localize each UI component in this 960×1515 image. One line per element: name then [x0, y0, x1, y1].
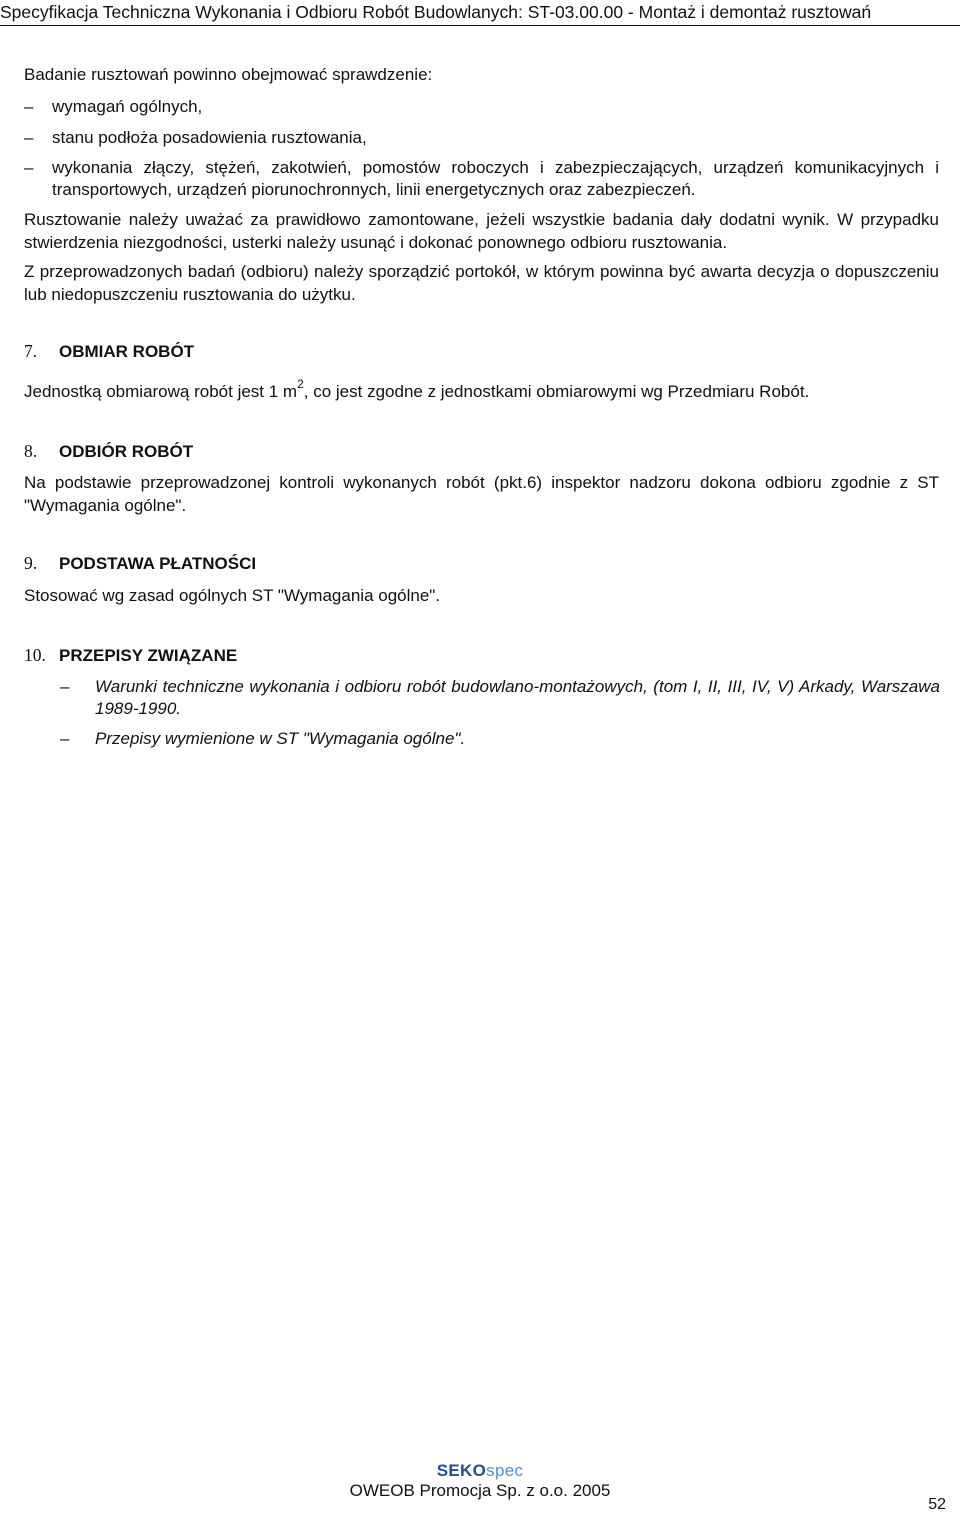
section-number: 8. [24, 441, 38, 461]
section-8-text: Na podstawie przeprowadzonej kontroli wykonanych robót (pkt.6) inspektor nadzoru dokona odbioru zgodnie z ST "Wymagania ogólne". [24, 473, 939, 515]
regulation-item-2 [60, 728, 940, 750]
section-title: PODSTAWA PŁATNOŚCI [59, 554, 257, 573]
list-dash: – [60, 729, 70, 748]
section-9-text: Stosować wg zasad ogólnych ST "Wymagania ogólne". [24, 586, 441, 605]
section-number: 10. [24, 645, 46, 665]
footer-company: OWEOB Promocja Sp. z o.o. 2005 [349, 1481, 611, 1500]
regulation-text: Warunki techniczne wykonania i odbioru robót budowlano-montażowych, (tom I, II, III, IV, V) Arkady, Warszawa 1989-1990. [95, 677, 940, 718]
unit-text: Jednostką obmiarową robót jest 1 m [24, 382, 298, 401]
brand-logo [0, 1460, 960, 1481]
brand-part-2: spec [486, 1461, 524, 1480]
section-number: 7. [24, 341, 38, 361]
page-number: 52 [928, 1496, 946, 1513]
section-10-heading [24, 645, 939, 667]
paragraph-protocol: Z przeprowadzonych badań (odbioru) należy sporządzić portokół, w którym powinna być awarta decyzja o dopuszczeniu lub niedopuszczeniu rusztowania do użytku. [24, 262, 939, 304]
check-item-3 [24, 157, 939, 201]
section-title: ODBIÓR ROBÓT [59, 442, 194, 461]
regulation-text: Przepisy wymienione w ST "Wymagania ogólne". [95, 729, 466, 748]
regulation-item-1 [60, 676, 940, 722]
section-8-heading [24, 441, 939, 463]
superscript: 2 [297, 377, 304, 391]
section-7-text [24, 377, 939, 404]
check-item-2 [24, 127, 939, 149]
unit-text-after: , co jest zgodne z jednostkami obmiarowymi wg Przedmiaru Robót. [303, 382, 810, 401]
list-dash: – [60, 677, 70, 696]
section-7-heading [24, 341, 939, 363]
header-rule [0, 25, 960, 26]
running-header: Specyfikacja Techniczna Wykonania i Odbioru Robót Budowlanych: ST-03.00.00 - Montaż i demontaż rusztowań [0, 2, 872, 22]
check-item-text: wymagań ogólnych, [52, 97, 203, 116]
paragraph-acceptance: Rusztowanie należy uważać za prawidłowo zamontowane, jeżeli wszystkie badania dały dodatni wynik. W przypadku stwierdzenia niezgodności, usterki należy usunąć i dokonać ponownego odbioru rusztowania. [24, 210, 939, 252]
section-number: 9. [24, 553, 38, 573]
brand-part-1: SEKO [436, 1461, 487, 1480]
section-title: OBMIAR ROBÓT [59, 342, 195, 361]
check-item-1 [24, 96, 939, 118]
check-item-text: stanu podłoża posadowienia rusztowania, [52, 128, 367, 147]
list-dash: – [24, 158, 34, 177]
list-dash: – [24, 97, 34, 116]
section-9-heading [24, 553, 939, 575]
intro-lead: Badanie rusztowań powinno obejmować sprawdzenie: [24, 65, 433, 84]
list-dash: – [24, 128, 34, 147]
section-title: PRZEPISY ZWIĄZANE [59, 646, 238, 665]
check-item-text: wykonania złączy, stężeń, zakotwień, pomostów roboczych i zabezpieczających, urządzeń komunikacyjnych i transportowych, urządzeń piorunochronnych, linii energetycznych oraz zabezpieczeń. [52, 158, 939, 199]
